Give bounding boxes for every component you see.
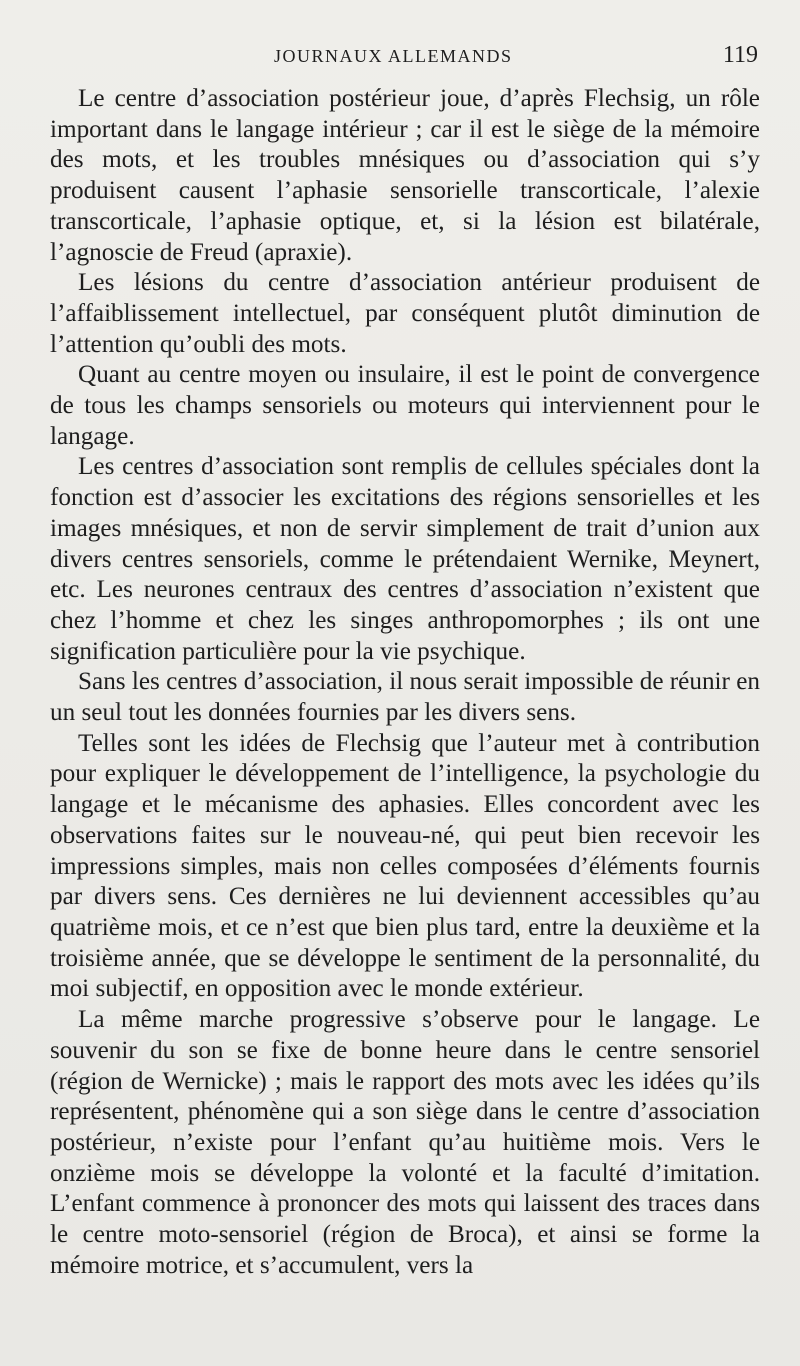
paragraph-anterior-center: Les lésions du centre d’association antérieur produisent de l’affaiblissement intellectuel, par conséquent plutôt diminution de l’attention qu’oubli des mots.	[50, 269, 760, 358]
paragraph-without-association: Sans les centres d’association, il nous serait impossible de réunir en un seul tout les données fournies par les divers sens.	[50, 668, 761, 727]
body-text	[50, 84, 760, 1281]
paragraph-association-cells: Les centres d’association sont remplis de cellules spéciales dont la fonction est d’associer les excitations des régions sensorielles et les images mnésiques, et non de servir simplement de trait d’union aux divers centres sensoriels, comme le prétendaient Wernike, Meynert, etc. Les neurones centraux des centres d’association n’existent que chez l’homme et chez les singes anthropomorphes ; ils ont une signification particulière pour la vie psychique.	[50, 453, 760, 665]
paragraph-flechsig-posterior-center: Le centre d’association postérieur joue, d’après Flechsig, un rôle important dans le langage intérieur ; car il est le siège de la mémoire des mots, et les troubles mnésiques ou d’association qui s’y produisent causent l’aphasie sensorielle transcorticale, l’alexie transcorticale, l’aphasie optique, et, si la lésion est bilatérale, l’agnoscie de Freud (apraxie).	[50, 85, 760, 266]
paragraph-flechsig-ideas: Telles sont les idées de Flechsig que l’auteur met à contribution pour expliquer le développement de l’intelligence, la psychologie du langage et le mécanisme des aphasies. Elles concordent avec les observations faites sur le nouveau-né, qui peut bien recevoir les impressions simples, mais non celles composées d’éléments fournis par divers sens. Ces dernières ne lui deviennent accessibles qu’au quatrième mois, et ce n’est que bien plus tard, entre la deuxième et la troisième année, que se développe le sentiment de la personnalité, du moi subjectif, en opposition avec le monde extérieur.	[50, 729, 760, 1003]
paragraph-insular-center: Quant au centre moyen ou insulaire, il est le point de convergence de tous les champs sensoriels ou moteurs qui interviennent pour le langage.	[50, 361, 760, 450]
running-title: JOURNAUX ALLEMANDS	[274, 46, 513, 66]
running-head	[50, 40, 760, 80]
paragraph-language-progression: La même marche progressive s’observe pour le langage. Le souvenir du son se fixe de bonne heure dans le centre sensoriel (région de Wernicke) ; mais le rapport des mots avec les idées qu’ils représentent, phénomène qui a son siège dans le centre d’association postérieur, n’existe pour l’enfant qu’au huitième mois. Vers le onzième mois se développe la volonté et la faculté d’imitation. L’enfant commence à prononcer des mots qui laissent des traces dans le centre moto-sensoriel (région de Broca), et ainsi se forme la mémoire motrice, et s’accumulent, vers la	[50, 1006, 760, 1279]
page-number: 119	[722, 42, 758, 68]
